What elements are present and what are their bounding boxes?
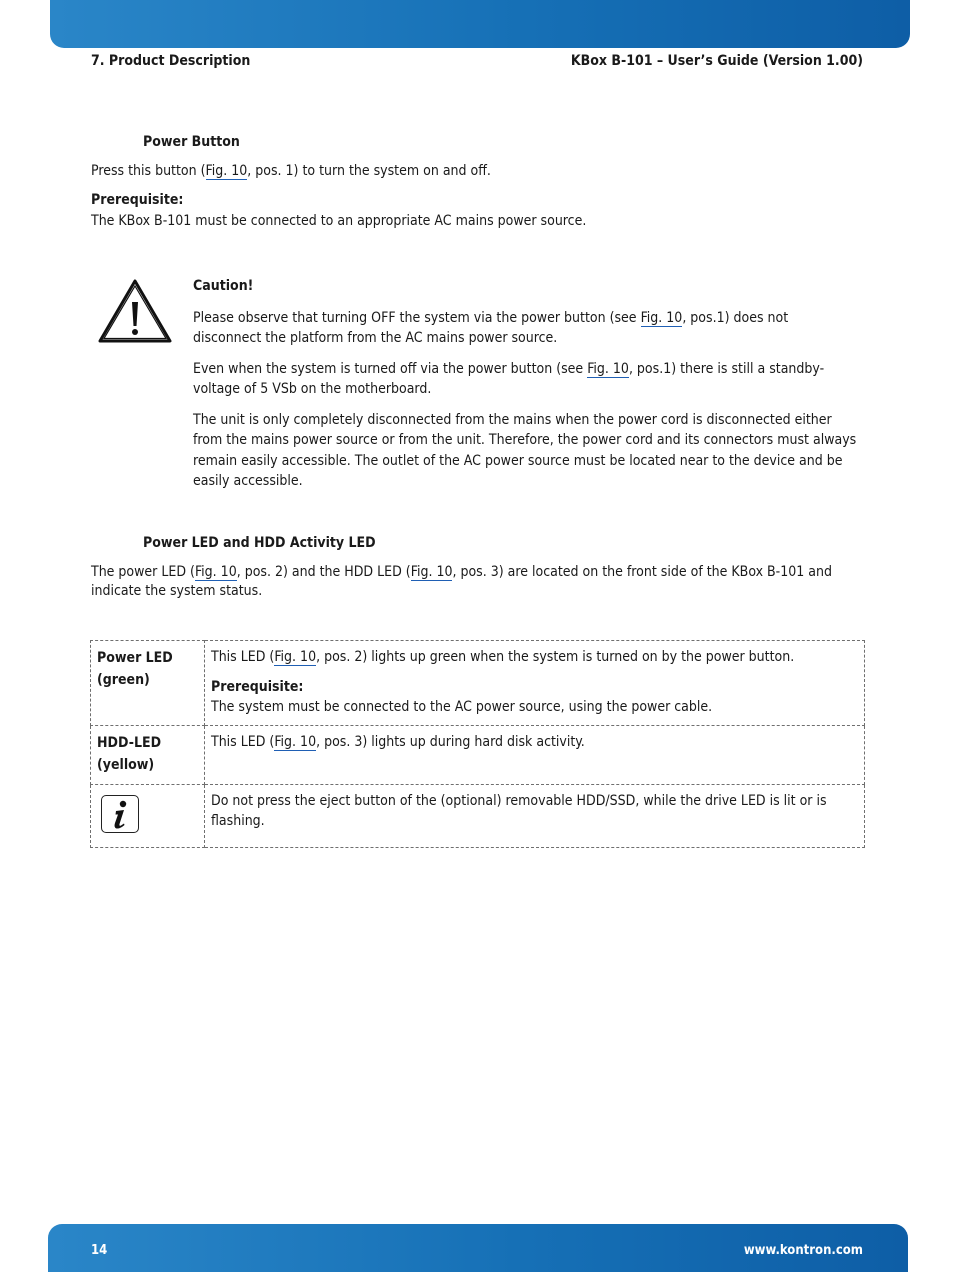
leds-intro: The power LED (Fig. 10, pos. 2) and the HDD LED (Fig. 10, pos. 3) are located on the front side of the KBox B-101 and indicate the system status. (91, 564, 832, 599)
prerequisite-text: The KBox B-101 must be connected to an appropriate AC mains power source. (91, 213, 587, 229)
fig-10-link[interactable]: Fig. 10 (587, 360, 629, 377)
hdd-led-label: HDD-LED (yellow) (91, 726, 205, 785)
hdd-led-description: This LED (Fig. 10, pos. 3) lights up during hard disk activity. (205, 726, 865, 785)
website-link[interactable]: www.kontron.com (743, 1243, 863, 1258)
warning-triangle-icon (97, 278, 173, 344)
info-icon (101, 795, 139, 833)
power-button-heading: Power Button (143, 134, 240, 150)
info-note: Do not press the eject button of the (optional) removable HDD/SSD, while the drive LED is lit or is flashing. (205, 785, 865, 848)
caution-paragraph-3: The unit is only completely disconnected from the mains when the power cord is disconnected either from the mains power source or from the unit. Therefore, the power cord and its connectors must always remain easily accessible. The outlet of the AC power source must be located near to the device and be easily accessible. (193, 411, 857, 489)
fig-10-link[interactable]: Fig. 10 (410, 564, 453, 580)
prerequisite-label: Prerequisite: (91, 192, 184, 208)
info-icon-cell (91, 785, 205, 848)
fig-10-link[interactable]: Fig. 10 (274, 734, 317, 750)
power-button-intro: Press this button (Fig. 10, pos. 1) to turn the system on and off. (91, 163, 491, 179)
leds-heading: Power LED and HDD Activity LED (143, 535, 376, 551)
power-led-description: This LED (Fig. 10, pos. 2) lights up green when the system is turned on by the power button. Prerequisite: The system must be connected to the AC power source, using the power cable. (205, 641, 865, 726)
document-title: KBox B-101 – User’s Guide (Version 1.00) (570, 53, 863, 69)
power-led-label: Power LED (green) (91, 641, 205, 726)
page-number: 14 (91, 1243, 108, 1258)
fig-10-link[interactable]: Fig. 10 (205, 163, 248, 179)
header-band (50, 0, 910, 48)
fig-10-link[interactable]: Fig. 10 (274, 649, 317, 665)
table-row (91, 785, 865, 848)
caution-title: Caution! (193, 278, 254, 294)
section-title: 7. Product Description (91, 53, 251, 69)
table-row (91, 726, 865, 785)
caution-paragraph-2: Even when the system is turned off via the power button (see Fig. 10, pos.1) there is still a standby-voltage of 5 VSb on the motherboard. (193, 360, 825, 397)
led-table (90, 640, 865, 848)
fig-10-link[interactable]: Fig. 10 (194, 564, 237, 580)
table-row (91, 641, 865, 726)
caution-paragraph-1: Please observe that turning OFF the system via the power button (see Fig. 10, pos.1) does not disconnect the platform from the AC mains power source. (193, 309, 789, 346)
caution-notice (193, 276, 858, 502)
fig-10-link[interactable]: Fig. 10 (640, 309, 683, 326)
